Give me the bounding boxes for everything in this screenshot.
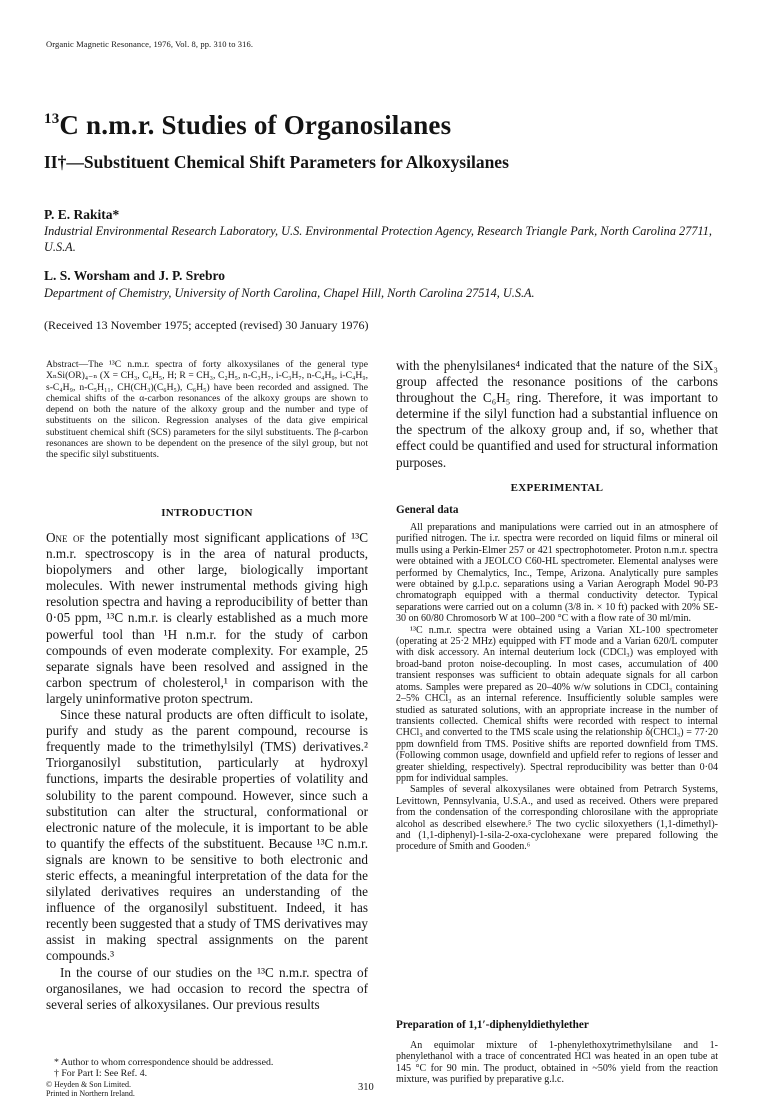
- preparation-heading: Preparation of 1,1′-diphenyldiethylether: [396, 1019, 589, 1031]
- footnotes: [46, 1057, 368, 1079]
- affiliation-unc: Department of Chemistry, University of North Carolina, Chapel Hill, North Carolina 27514, U.S.A.: [44, 286, 535, 300]
- intro-dropcap: One of: [46, 530, 85, 545]
- author-rakita: P. E. Rakita*: [44, 207, 120, 222]
- intro-continuation: with the phenylsilanes⁴ indicated that the nature of the SiX₃ group affected the resonance positions of the carbons throughout the C₆H₅ ring. Therefore, it was important to determine if the silyl function had a substantial influence on the spectrum of the alkoxy group and, if so, whether that effect could be quantified and used for structural information purposes.: [396, 358, 719, 470]
- general-data-paragraph-3: Samples of several alkoxysilanes were obtained from Petrarch Systems, Levittown, Pennsylvania, U.S.A., and used as received. Others were prepared from the condensation of the corresponding chlorosilane with the appropriate alcohol as described elsewhere.⁵ The two cyclic siloxyethers (1,1-dimethyl)- and (1,1-diphenyl)-1-sila-2-oxa-cyclohexane were prepared following the procedure of Smith and Gooden.⁶: [396, 784, 718, 853]
- received-dates: (Received 13 November 1975; accepted (revised) 30 January 1976): [44, 318, 369, 332]
- footnote-part-one: † For Part I: See Ref. 4.: [54, 1068, 148, 1080]
- title-superscript: 13: [44, 111, 60, 127]
- introduction-heading: INTRODUCTION: [161, 507, 253, 519]
- intro-paragraph-1: [46, 530, 368, 707]
- general-data-body: [396, 522, 718, 853]
- abstract: Abstract—The ¹³C n.m.r. spectra of forty alkoxysilanes of the general type XₙSi(OR)₄₋ₙ (X = CH₃, C₆H₅, H; R = CH₃, C₂H₅, n-C₃H₇, i-C₃H₇, n-C₄H₉, i-C₄H₉, s-C₄H₉, n-C₅H₁₁, CH(CH₃)(C₆H₅), C₆H₅) have been recorded and assigned. The chemical shifts of the α-carbon resonances of the alkoxy groups are shown to depend on both the nature of the alkoxy group and the number and type of substituents on the silicon. Regression analyses of the data give empirical substituent chemical shift (SCS) parameters for the silyl substituents. The β-carbon resonances are shown to be dependent on the presence of the silyl group, but not the specific silyl substituents.: [46, 359, 368, 461]
- publisher-copyright: © Heyden & Son Limited.: [46, 1080, 131, 1089]
- general-data-heading: General data: [396, 504, 459, 516]
- article-title: [44, 110, 451, 141]
- general-data-paragraph-1: All preparations and manipulations were carried out in an atmosphere of purified nitrogen. The i.r. spectra were recorded on liquid films or mineral oil mulls using a Perkin-Elmer 257 or 421 spectrophotometer. Proton n.m.r. spectra were obtained with a JEOLCO C60-HL spectrometer. Elemental analyses were performed by Chemalytics, Inc., Tempe, Arizona. Analytically pure samples were obtained by g.l.p.c. separations using a Varian Aerograph Model 90-P3 chromatograph equipped with a thermal conductivity detector. Typical separations were carried out on a column (3/8 in. × 10 ft) packed with 20% SE-30 on 60/80 Chromosorb W at 100–200 °C with a flow rate of 30 ml/min.: [396, 522, 718, 625]
- page-number: 310: [358, 1082, 374, 1093]
- intro-paragraph-1-text: the potentially most significant applications of ¹³C n.m.r. spectroscopy is in the area of natural products, biopolymers and other large, biologically important molecules. With newer instrumental methods giving high resolution spectra and having a reproducibility of better than 0·05 ppm, ¹³C n.m.r. is clearly established as a much more powerful tool than ¹H n.m.r. for the study of carbon compounds of even moderate complexity. For example, 25 separate signals have been resolved and assigned in the carbon spectrum of cholesterol,¹ in comparison with the largely uninformative proton spectrum.: [46, 530, 368, 706]
- affiliation-epa: Industrial Environmental Research Laboratory, U.S. Environmental Protection Agency, Research Triangle Park, North Carolina 27711, U.S.A.: [44, 224, 712, 254]
- publisher-info: [46, 1080, 135, 1098]
- preparation-paragraph: An equimolar mixture of 1-phenylethoxytrimethylsilane and 1-phenylethanol with a trace of concentrated HCl was heated in an open tube at 145 °C for 90 min. The product, obtained in ~50% yield from the reaction mixture, was purified by preparative g.l.c.: [396, 1040, 718, 1086]
- intro-paragraph-2: Since these natural products are often difficult to isolate, purify and study as the parent compound, recourse is frequently made to the trimethylsilyl (TMS) derivatives.² Triorganosilyl substitution, particularly at hydroxyl functions, imparts the desirable properties of volatility and solubility to the parent compound. However, since such a substitution can alter the structural, conformational or electronic nature of the molecule, it is important to be able to quantify the effects of the substituent. Because ¹³C n.m.r. signals are known to be sensitive to both electronic and steric effects, a meaningful interpretation of the data for the silylated derivatives requires an understanding of the influence of the organosilyl substituent. Indeed, it has recently been suggested that a study of TMS derivatives may assist in making spectral assignments on the parent compounds.³: [46, 707, 368, 964]
- introduction-body: [46, 530, 368, 1013]
- article-subtitle: II†—Substituent Chemical Shift Parameters for Alkoxysilanes: [44, 152, 509, 172]
- preparation-body: [396, 1040, 718, 1086]
- experimental-heading: EXPERIMENTAL: [510, 482, 604, 494]
- publisher-printed: Printed in Northern Ireland.: [46, 1089, 135, 1098]
- title-main: C n.m.r. Studies of Organosilanes: [59, 110, 452, 140]
- general-data-paragraph-2: ¹³C n.m.r. spectra were obtained using a Varian XL-100 spectrometer (operating at 25·2 MHz) equipped with FT mode and a Varian 620/L computer with disk accessory. An internal deuterium lock (CDCl₃) was employed with broad-band proton noise-decoupling. In most cases, accumulation of 400 transient responses was sufficient to obtain adequate signals for all carbon atoms. Samples were prepared as 20–40% w/w solutions in CDCl₃ containing 2–5% CHCl₃ as an internal reference. Insufficiently soluble samples were studied as saturated solutions, with an appropriate increase in the number of transients collected. Chemical shifts were recorded with respect to internal CHCl₃ and converted to the TMS scale using the relationship δ(CHCl₃) = 77·20 ppm downfield from TMS. Positive shifts are reported downfield from TMS. (Following common usage, downfield and upfield refer to regions of lesser and greater shielding, respectively). Spectral reproducibility was better than 0·04 ppm for individual samples.: [396, 624, 718, 784]
- author-worsham-srebro: L. S. Worsham and J. P. Srebro: [44, 268, 226, 283]
- intro-paragraph-3: In the course of our studies on the ¹³C n.m.r. spectra of organosilanes, we had occasion to record the spectra of several series of alkoxysilanes. Our previous results: [46, 964, 368, 1012]
- journal-citation: Organic Magnetic Resonance, 1976, Vol. 8, pp. 310 to 316.: [46, 39, 254, 49]
- footnote-corresponding-author: * Author to whom correspondence should be addressed.: [54, 1057, 274, 1068]
